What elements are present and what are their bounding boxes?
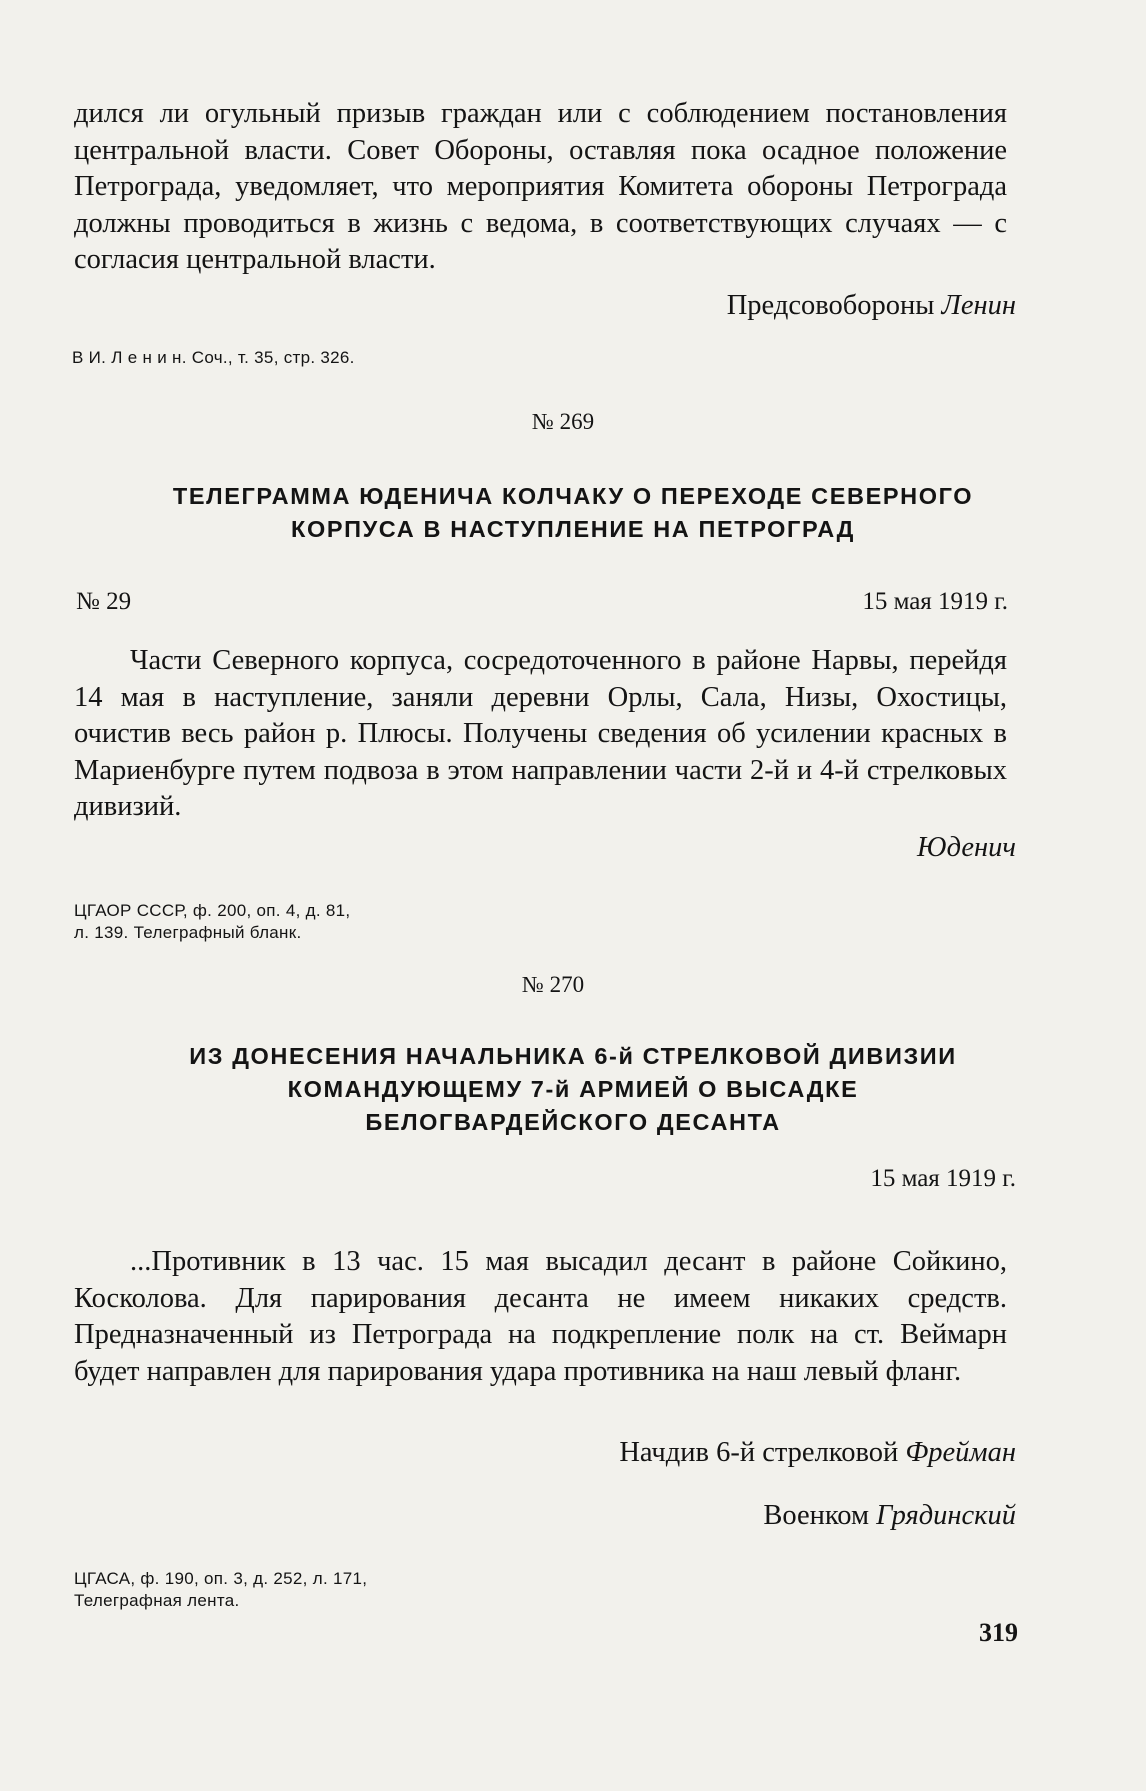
intro-signature [727, 288, 1016, 324]
document-number-270: № 270 [521, 972, 585, 997]
document-269-signature [917, 830, 1016, 866]
title-line: ТЕЛЕГРАММА ЮДЕНИЧА КОЛЧАКУ О ПЕРЕХОДЕ СЕВЕРНОГО [172, 483, 974, 509]
document-270-source [74, 1568, 367, 1612]
document-270-signature-2 [763, 1498, 1016, 1534]
document-269-ref-number: № 29 [76, 588, 132, 615]
title-line: КОМАНДУЮЩЕМУ 7-й АРМИЕЙ О ВЫСАДКЕ [287, 1076, 859, 1102]
signature-name: Грядинский [876, 1500, 1016, 1531]
source-line: Телеграфная лента. [74, 1591, 240, 1610]
source-line: ЦГАОР СССР, ф. 200, оп. 4, д. 81, [74, 901, 351, 920]
document-269-paragraph: Части Северного корпуса, сосредоточенного в районе Нарвы, перейдя 14 мая в наступление, заняли деревни Орлы, Сала, Низы, Охостицы, очистив весь район р. Плюсы. Получены сведения об усилении красных в Мариенбурге путем подвоза в этом направлении части 2-й и 4-й стрелковых дивизий. [74, 645, 1007, 822]
document-number-269: № 269 [531, 409, 595, 434]
signature-name: Фрейман [905, 1437, 1016, 1468]
document-270-paragraph: ...Противник в 13 час. 15 мая высадил десант в районе Сойкино, Косколова. Для парирования десанта не имеем никаких средств. Предназначенный из Петрограда на подкрепление полк на ст. Веймарн будет направлен для парирования удара противника на наш левый фланг. [74, 1246, 1007, 1387]
signature-name: Ленин [941, 290, 1016, 321]
source-line: ЦГАСА, ф. 190, оп. 3, д. 252, л. 171, [74, 1569, 368, 1588]
source-line: л. 139. Телеграфный бланк. [74, 923, 302, 942]
document-269-source [74, 900, 350, 944]
document-270-title [60, 1040, 1086, 1139]
signature-role: Военком [763, 1500, 870, 1531]
document-270-date: 15 мая 1919 г. [870, 1165, 1016, 1192]
title-line: КОРПУСА В НАСТУПЛЕНИЕ НА ПЕТРОГРАД [291, 516, 855, 542]
intro-paragraph: дился ли огульный призыв граждан или с соблюдением постановления центральной власти. Совет Обороны, оставляя пока осадное положение Петрограда, уведомляет, что мероприятия Комитета обороны Петрограда должны проводиться в жизнь с ведома, в соответствующих случаях — с согласия центральной власти. [74, 98, 1007, 275]
signature-role: Начдив 6-й стрелковой [619, 1437, 899, 1468]
document-270-signature-1 [619, 1435, 1016, 1471]
signature-role: Предсовобороны [726, 290, 935, 321]
document-269-date: 15 мая 1919 г. [862, 588, 1008, 615]
title-line: ИЗ ДОНЕСЕНИЯ НАЧАЛЬНИКА 6-й СТРЕЛКОВОЙ ДИВИЗИИ [189, 1043, 957, 1069]
page-number: 319 [979, 1618, 1018, 1647]
document-269-title [60, 480, 1086, 546]
title-line: БЕЛОГВАРДЕЙСКОГО ДЕСАНТА [365, 1109, 781, 1135]
intro-source: В И. Л е н и н. Соч., т. 35, стр. 326. [72, 348, 355, 367]
signature-name: Юденич [916, 832, 1016, 863]
